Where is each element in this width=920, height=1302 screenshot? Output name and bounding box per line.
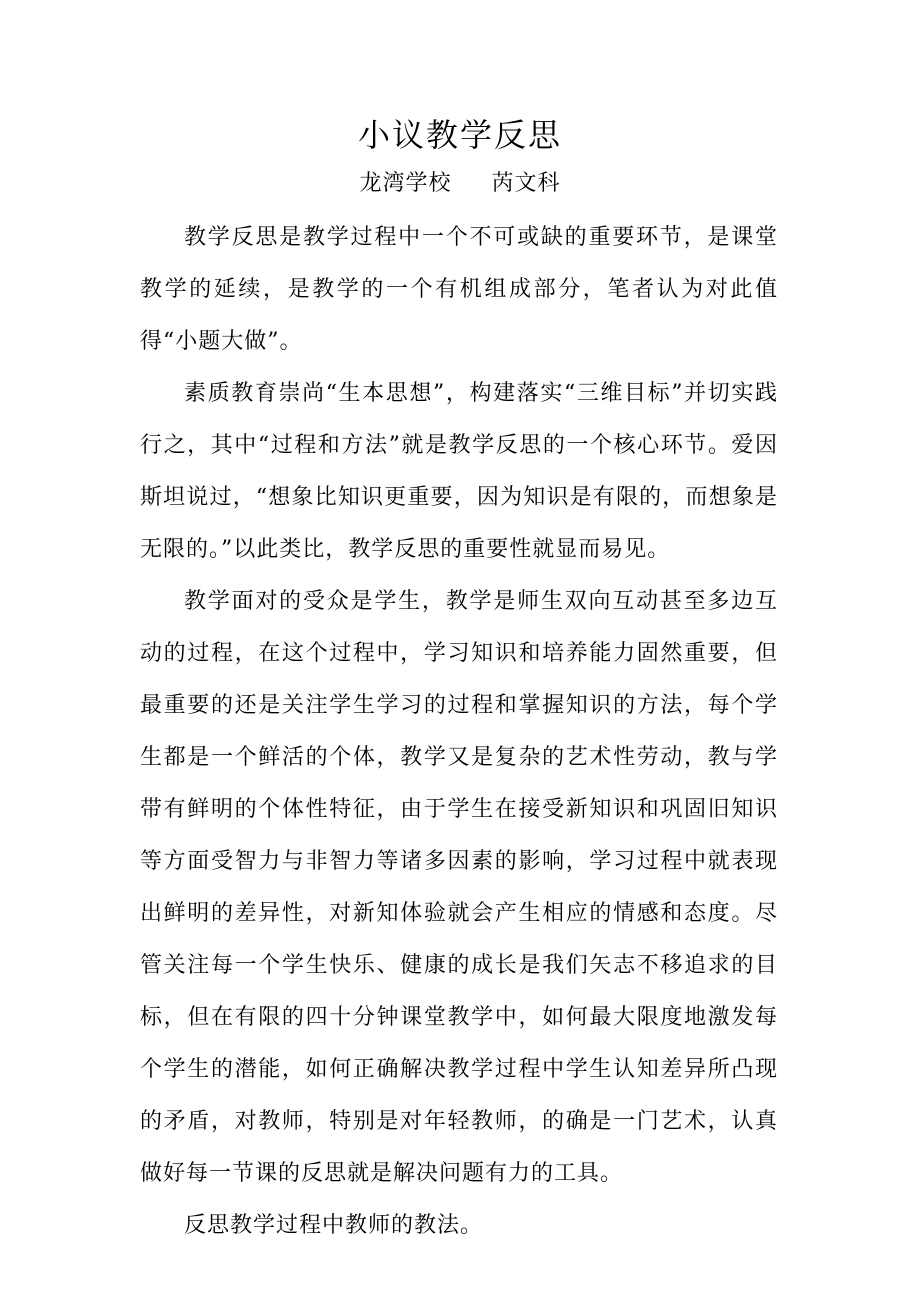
document-body <box>140 212 778 1252</box>
paragraph-4: 反思教学过程中教师的教法。 <box>184 1213 484 1238</box>
paragraph-2: 素质教育崇尚“生本思想”，构建落实“三维目标”并切实践行之，其中“过程和方法”就是教学反思的一个核心环节。爱因斯坦说过，“想象比知识更重要，因为知识是有限的，而想象是无限的。”以此类比，教学反思的重要性就显而易见。 <box>140 381 778 562</box>
author-name: 芮文科 <box>491 171 561 196</box>
school-name: 龙湾学校 <box>359 171 452 196</box>
document-title: 小议教学反思 <box>357 116 562 154</box>
byline <box>0 166 920 202</box>
paragraph-1: 教学反思是教学过程中一个不可或缺的重要环节，是课堂教学的延续，是教学的一个有机组成部分，笔者认为对此值得“小题大做”。 <box>140 225 778 354</box>
paragraph-3: 教学面对的受众是学生，教学是师生双向互动甚至多边互动的过程，在这个过程中，学习知识和培养能力固然重要，但最重要的还是关注学生学习的过程和掌握知识的方法，每个学生都是一个鲜活的个体，教学又是复杂的艺术性劳动，教与学带有鲜明的个体性特征，由于学生在接受新知识和巩固旧知识等方面受智力与非智力等诸多因素的影响，学习过程中就表现出鲜明的差异性，对新知体验就会产生相应的情感和态度。尽管关注每一个学生快乐、健康的成长是我们矢志不移追求的目标，但在有限的四十分钟课堂教学中，如何最大限度地激发每个学生的潜能，如何正确解决教学过程中学生认知差异所凸现的矛盾，对教师，特别是对年轻教师，的确是一门艺术，认真做好每一节课的反思就是解决问题有力的工具。 <box>140 589 778 1186</box>
